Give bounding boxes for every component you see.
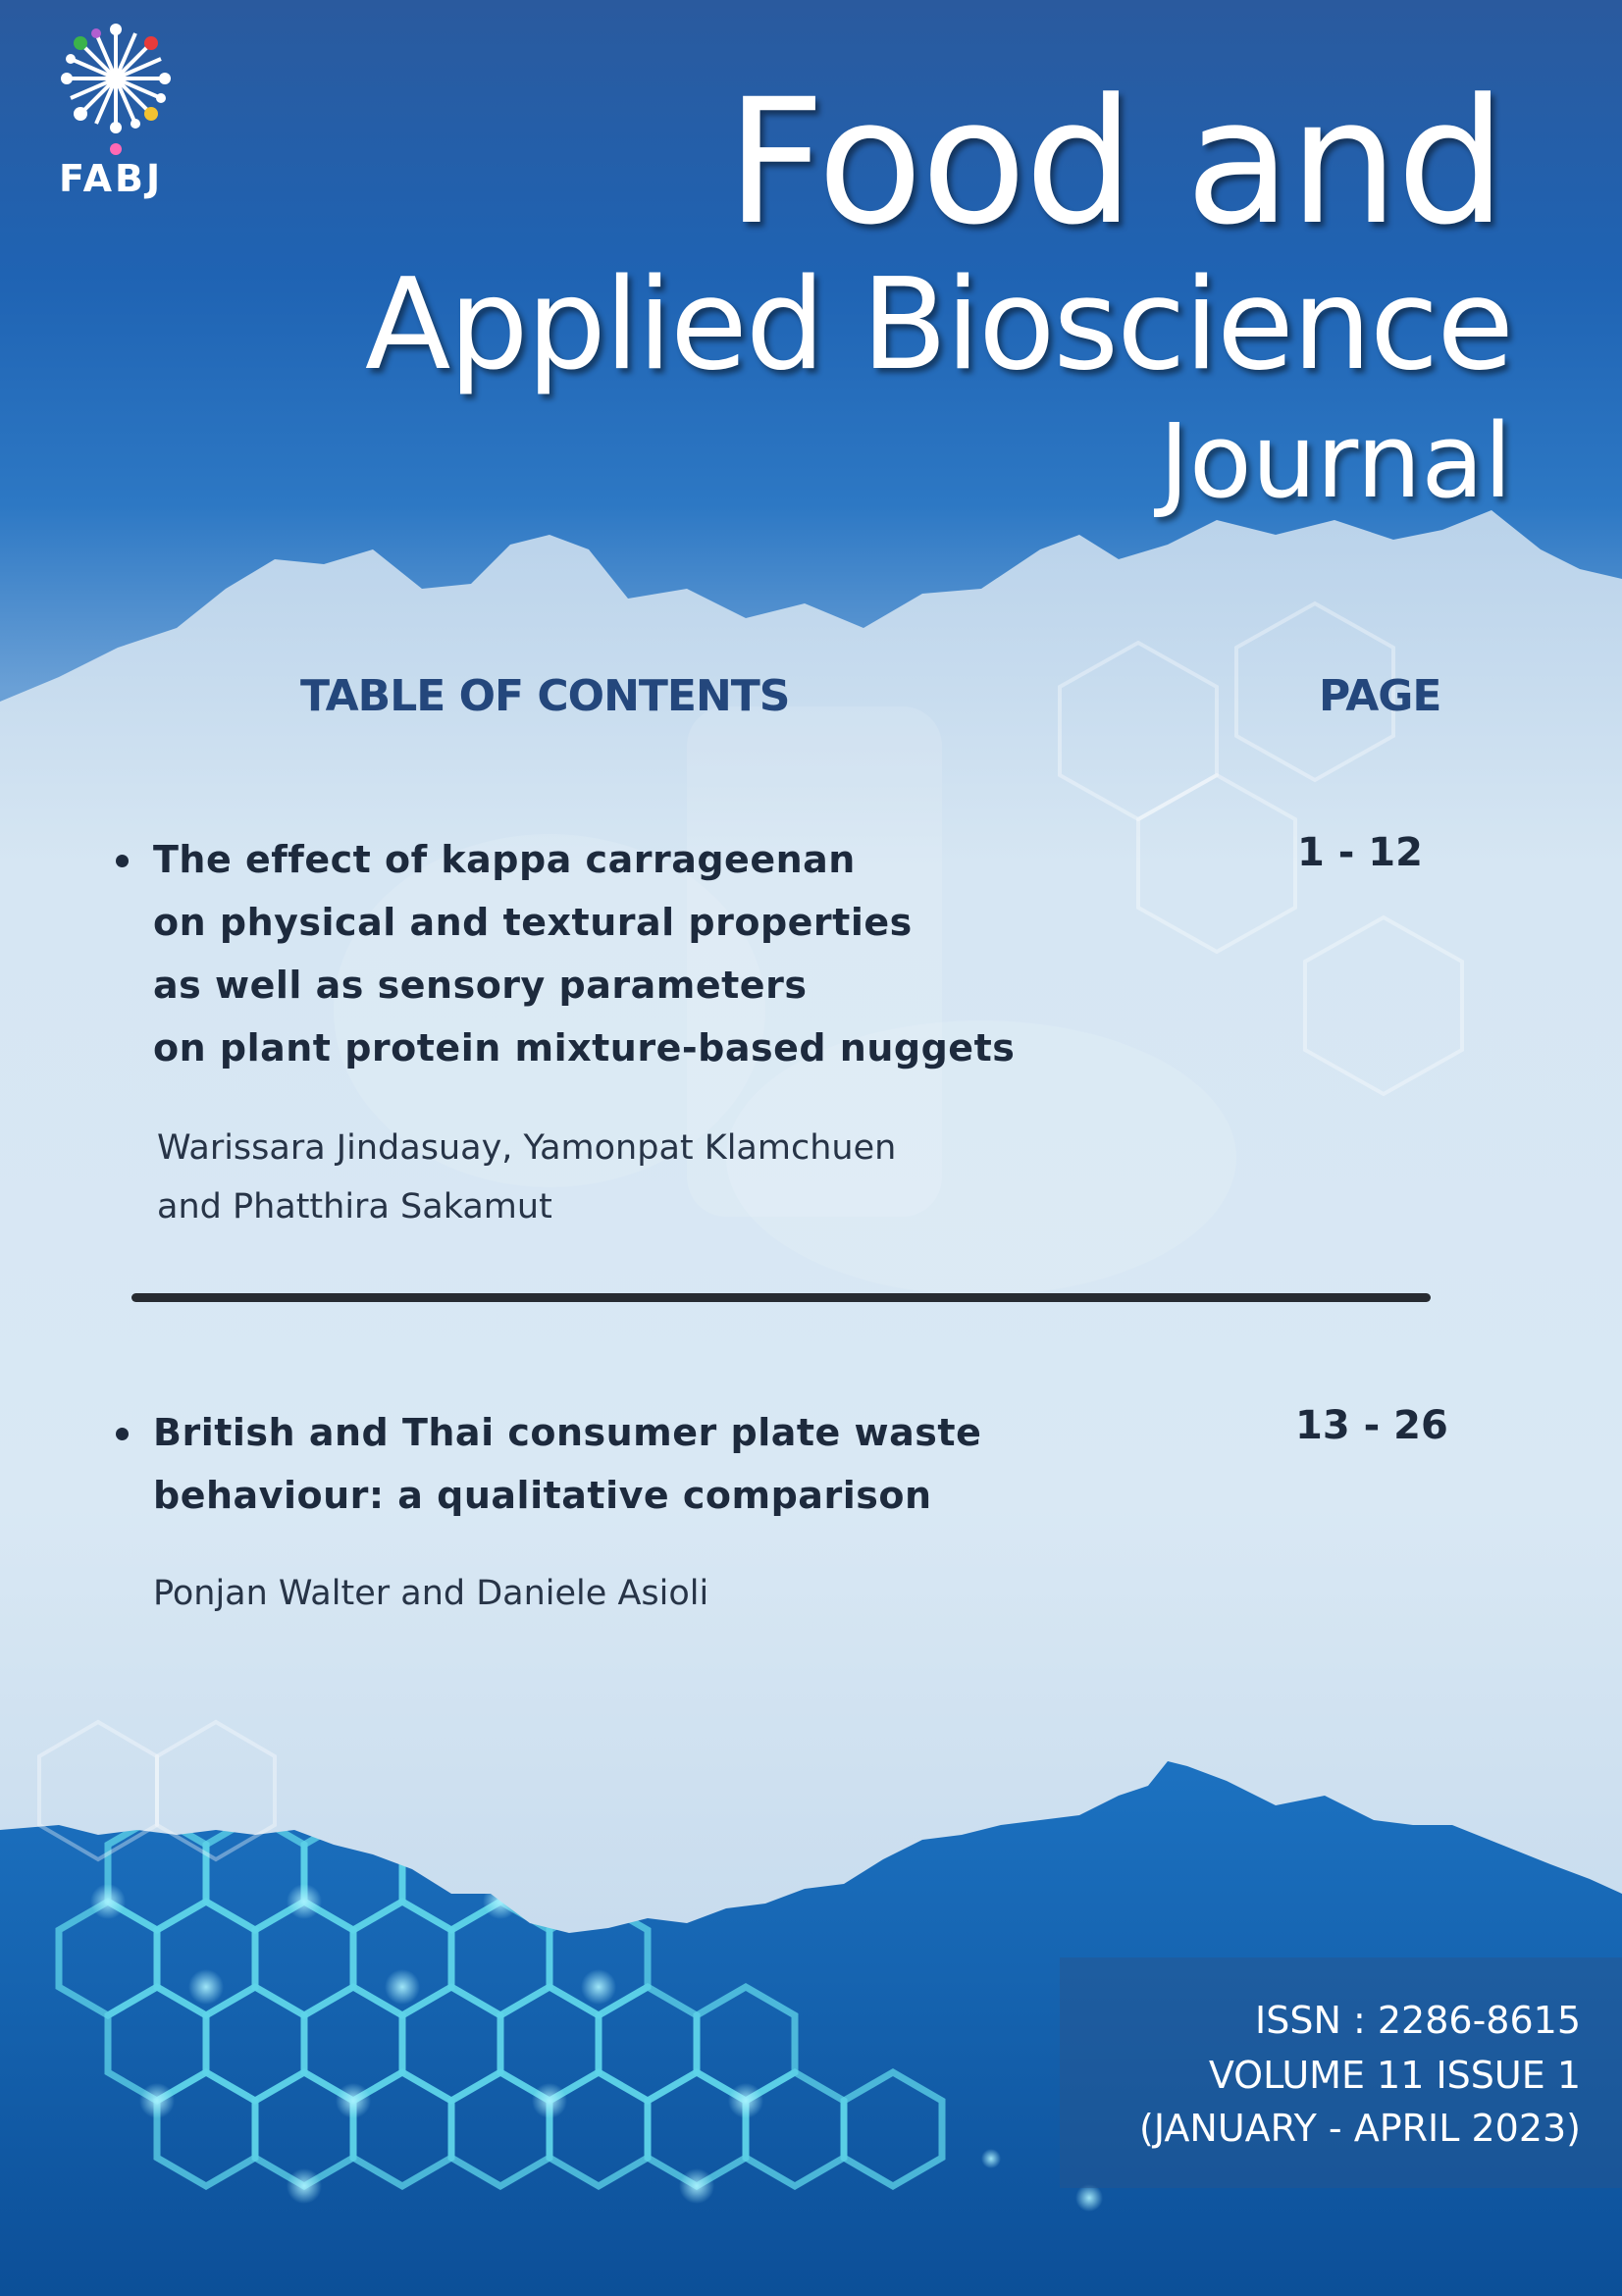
fabj-logo-icon bbox=[61, 24, 171, 155]
article-2-title[interactable] bbox=[153, 1401, 981, 1527]
article-1-title[interactable] bbox=[153, 828, 1015, 1079]
journal-title-line-2: Applied Bioscience bbox=[364, 252, 1512, 398]
journal-title-line-1: Food and bbox=[725, 62, 1504, 263]
article-2-bullet bbox=[116, 1428, 129, 1440]
article-1-pages: 1 - 12 bbox=[1297, 830, 1423, 875]
toc-heading: TABLE OF CONTENTS bbox=[300, 671, 790, 721]
article-1-title-line-2: on physical and textural properties bbox=[153, 901, 913, 944]
article-2-title-line-2: behaviour: a qualitative comparison bbox=[153, 1474, 932, 1517]
article-2-pages: 13 - 26 bbox=[1295, 1403, 1448, 1448]
article-2-authors bbox=[153, 1564, 708, 1623]
article-1-authors-line-1: Warissara Jindasuay, Yamonpat Klamchuen bbox=[157, 1128, 897, 1168]
journal-title-line-3: Journal bbox=[1159, 401, 1512, 521]
page-column-heading: PAGE bbox=[1319, 671, 1441, 721]
article-2-authors-line-1: Ponjan Walter and Daniele Asioli bbox=[153, 1574, 709, 1613]
issue-period: (JANUARY - APRIL 2023) bbox=[1139, 2107, 1581, 2150]
article-1-authors bbox=[157, 1119, 896, 1236]
article-1-title-line-3: as well as sensory parameters bbox=[153, 964, 808, 1007]
article-2-title-line-1: British and Thai consumer plate waste bbox=[153, 1411, 982, 1454]
section-divider bbox=[131, 1293, 1431, 1302]
issue-info-box bbox=[1060, 1957, 1622, 2188]
article-1-title-line-4: on plant protein mixture-based nuggets bbox=[153, 1026, 1016, 1070]
article-1-bullet bbox=[116, 855, 129, 867]
article-1-authors-line-2: and Phatthira Sakamut bbox=[157, 1187, 552, 1226]
issn-number: ISSN : 2286-8615 bbox=[1255, 1999, 1581, 2042]
fabj-logo-text: FABJ bbox=[59, 157, 164, 200]
volume-issue: VOLUME 11 ISSUE 1 bbox=[1208, 2054, 1581, 2097]
article-1-title-line-1: The effect of kappa carrageenan bbox=[153, 838, 856, 881]
